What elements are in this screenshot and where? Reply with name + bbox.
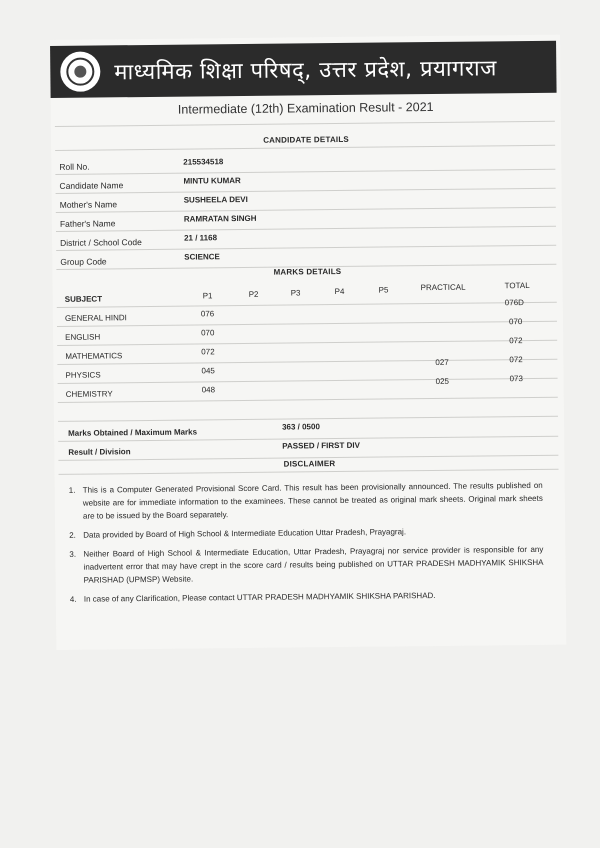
group-code-value: SCIENCE [184, 252, 220, 262]
divider [58, 397, 558, 403]
roll-no-value: 215534518 [183, 157, 224, 167]
total-mark: 073 [509, 374, 523, 384]
subject-name: GENERAL HINDI [64, 313, 127, 323]
p1-mark: 072 [201, 347, 215, 357]
total-header: TOTAL [504, 280, 530, 291]
school-code-value: 21 / 1168 [184, 233, 218, 243]
subject-name: PHYSICS [65, 370, 101, 380]
marks-details-title: MARKS DETAILS [273, 266, 342, 277]
disclaimer-number: 3. [69, 549, 77, 559]
practical-mark: 025 [435, 376, 450, 386]
subject-header: SUBJECT [64, 294, 103, 304]
divider [57, 321, 557, 327]
total-mark: 072 [509, 355, 523, 365]
school-code-label: District / School Code [60, 237, 142, 248]
disclaimer-item [70, 588, 544, 606]
candidate-details-title: CANDIDATE DETAILS [263, 134, 349, 145]
upmsp-emblem-icon [60, 51, 100, 91]
practical-header: PRACTICAL [420, 282, 466, 293]
divider [56, 207, 556, 213]
p5-header: P5 [378, 285, 389, 295]
p1-mark: 076 [200, 309, 215, 319]
p3-header: P3 [290, 288, 301, 298]
marks-obtained-value: 363 / 0500 [282, 422, 320, 432]
roll-no-label: Roll No. [59, 161, 90, 172]
divider [57, 340, 557, 346]
disclaimer-number: 2. [69, 530, 76, 540]
divider [56, 188, 556, 194]
disclaimer-item [69, 524, 543, 542]
p2-header: P2 [248, 289, 259, 299]
divider [58, 378, 558, 384]
result-division-label: Result / Division [68, 447, 131, 457]
subject-name: ENGLISH [65, 332, 101, 342]
p4-header: P4 [334, 286, 345, 297]
p1-mark: 070 [201, 328, 215, 338]
divider [55, 121, 555, 127]
group-code-label: Group Code [60, 256, 107, 267]
total-mark: 076D [504, 298, 524, 308]
board-banner [50, 41, 557, 98]
divider [57, 359, 557, 365]
disclaimer-item [69, 479, 543, 523]
disclaimer-text: Data provided by Board of High School & Intermediate Education Uttar Pradesh, Prayagraj. [83, 527, 407, 540]
father-name-label: Father's Name [59, 218, 116, 229]
total-mark: 070 [508, 317, 523, 327]
disclaimer-text: In case of any Clarification, Please contact UTTAR PRADESH MADHYAMIK SHIKSHA PARISHAD. [83, 590, 436, 604]
disclaimer-item [69, 543, 543, 587]
p1-header: P1 [202, 291, 213, 301]
divider [56, 226, 556, 232]
mother-name-label: Mother's Name [59, 199, 118, 210]
disclaimer-title: DISCLAIMER [283, 459, 336, 469]
total-mark: 072 [509, 336, 523, 346]
divider [57, 302, 557, 308]
divider [58, 416, 558, 422]
subject-name: CHEMISTRY [65, 389, 113, 399]
marks-obtained-label: Marks Obtained / Maximum Marks [68, 427, 198, 438]
father-name-value: RAMRATAN SINGH [183, 213, 257, 224]
divider [55, 169, 555, 175]
p1-mark: 048 [201, 385, 216, 395]
exam-title: Intermediate (12th) Examination Result - 2021 [177, 99, 434, 117]
result-sheet [50, 35, 566, 650]
candidate-name-value: MINTU KUMAR [183, 176, 241, 186]
subject-name: MATHEMATICS [65, 351, 123, 361]
candidate-name-label: Candidate Name [59, 180, 124, 191]
practical-mark: 027 [435, 357, 449, 367]
mother-name-value: SUSHEELA DEVI [183, 194, 248, 205]
disclaimer-number: 4. [69, 594, 77, 604]
disclaimer-number: 1. [68, 485, 76, 495]
disclaimer-text: This is a Computer Generated Provisional Score Card. This result has been provisionally announced. The results published on website are for immediate information to the examinees. These cannot be treated as original mark sheets. Original mark sheets are to be issued by the Board separately. [82, 480, 543, 521]
result-division-value: PASSED / FIRST DIV [282, 440, 360, 451]
p1-mark: 045 [201, 366, 215, 376]
board-name: माध्यमिक शिक्षा परिषद्, उत्तर प्रदेश, प्रयागराज [114, 56, 498, 86]
disclaimer-text: Neither Board of High School & Intermediate Education, Uttar Pradesh, Prayagraj nor service provider is responsible for any inadvertent error that may have crept in the score card / results being published on UTTAR PRADESH MADHYAMIK SHIKSHA PARISHAD (UPMSP) Website. [83, 544, 544, 585]
